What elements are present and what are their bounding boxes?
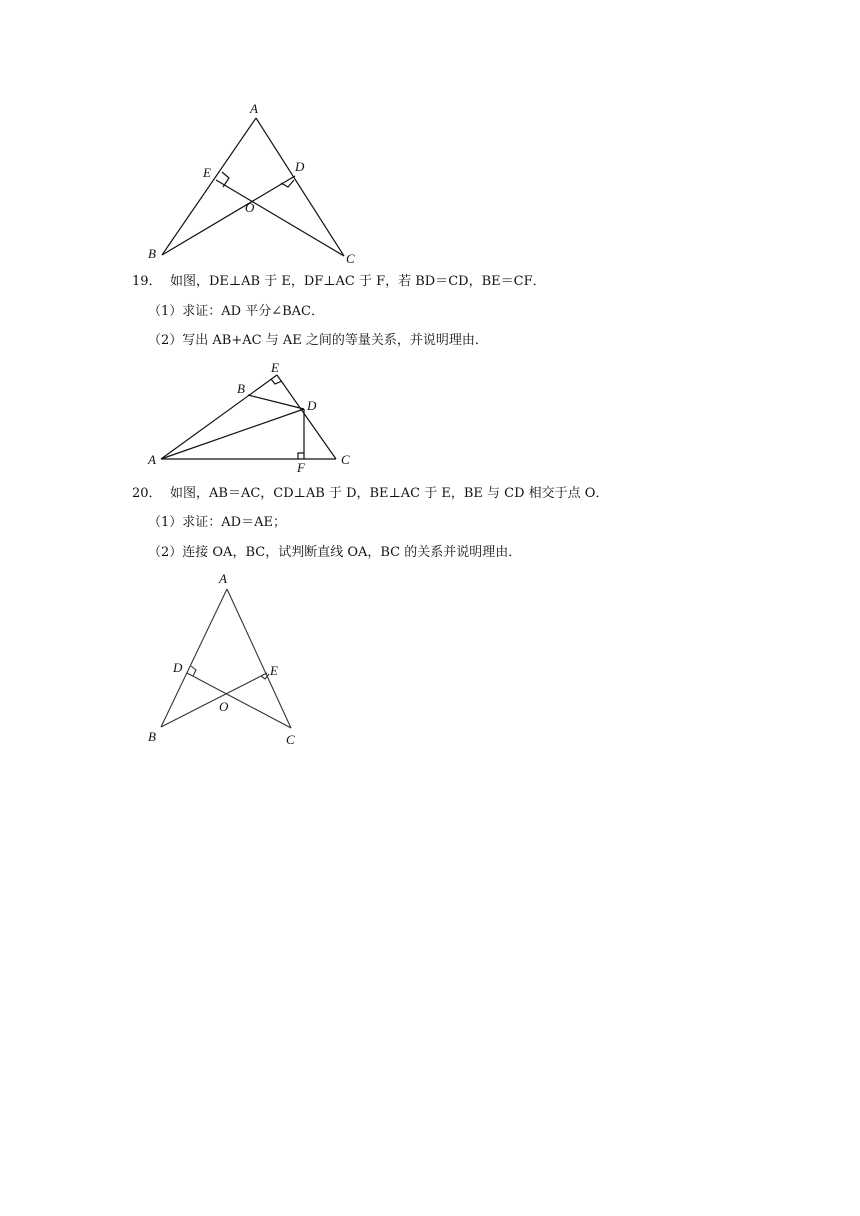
segment-ab xyxy=(161,589,227,727)
label-f: F xyxy=(297,460,305,473)
right-angle-mark-d xyxy=(191,666,196,676)
segment-cd xyxy=(187,673,291,728)
label-b: B xyxy=(237,381,245,396)
label-b: B xyxy=(148,729,156,744)
q19-stem xyxy=(132,274,546,290)
label-o: O xyxy=(245,200,255,215)
segment-ac xyxy=(227,589,291,728)
q20-stem xyxy=(132,486,608,502)
q20-part1: （1）求证：AD＝AE； xyxy=(148,515,286,530)
label-d: D xyxy=(307,398,317,413)
figure-top xyxy=(140,95,370,270)
label-o: O xyxy=(219,699,229,714)
label-d: D xyxy=(295,159,305,174)
label-c: C xyxy=(346,251,355,266)
q19-part2: （2）写出 AB+AC 与 AE 之间的等量关系，并说明理由． xyxy=(148,333,488,348)
q20-stem-text: 如图，AB＝AC，CD⊥AB 于 D，BE⊥AC 于 E，BE 与 CD 相交于点 O． xyxy=(170,486,609,501)
q19-number: 19． xyxy=(132,274,162,289)
label-a: A xyxy=(250,101,258,116)
segment-ac xyxy=(256,118,344,256)
q19-stem-text: 如图，DE⊥AB 于 E，DF⊥AC 于 F，若 BD＝CD，BE＝CF． xyxy=(170,274,546,289)
label-e: E xyxy=(203,165,211,180)
segment-bo-e xyxy=(161,673,267,727)
label-c: C xyxy=(286,732,295,747)
label-a: A xyxy=(148,452,156,467)
right-angle-mark-f xyxy=(298,453,304,459)
segment-ab xyxy=(162,118,256,255)
q20-part2: （2）连接 OA，BC，试判断直线 OA，BC 的关系并说明理由． xyxy=(148,545,522,560)
q19-part1: （1）求证：AD 平分∠BAC． xyxy=(148,304,324,319)
segment-ae xyxy=(161,375,277,459)
q20-number: 20． xyxy=(132,486,162,501)
segment-ad xyxy=(161,409,304,459)
segment-ec xyxy=(277,375,336,459)
figure-q20 xyxy=(140,568,320,750)
label-d: D xyxy=(173,660,183,675)
label-b: B xyxy=(148,246,156,261)
figure-q19 xyxy=(140,355,365,473)
label-e: E xyxy=(270,663,278,678)
label-e: E xyxy=(271,360,279,375)
label-c: C xyxy=(341,452,350,467)
segment-ce xyxy=(216,180,344,256)
label-a: A xyxy=(219,571,227,586)
